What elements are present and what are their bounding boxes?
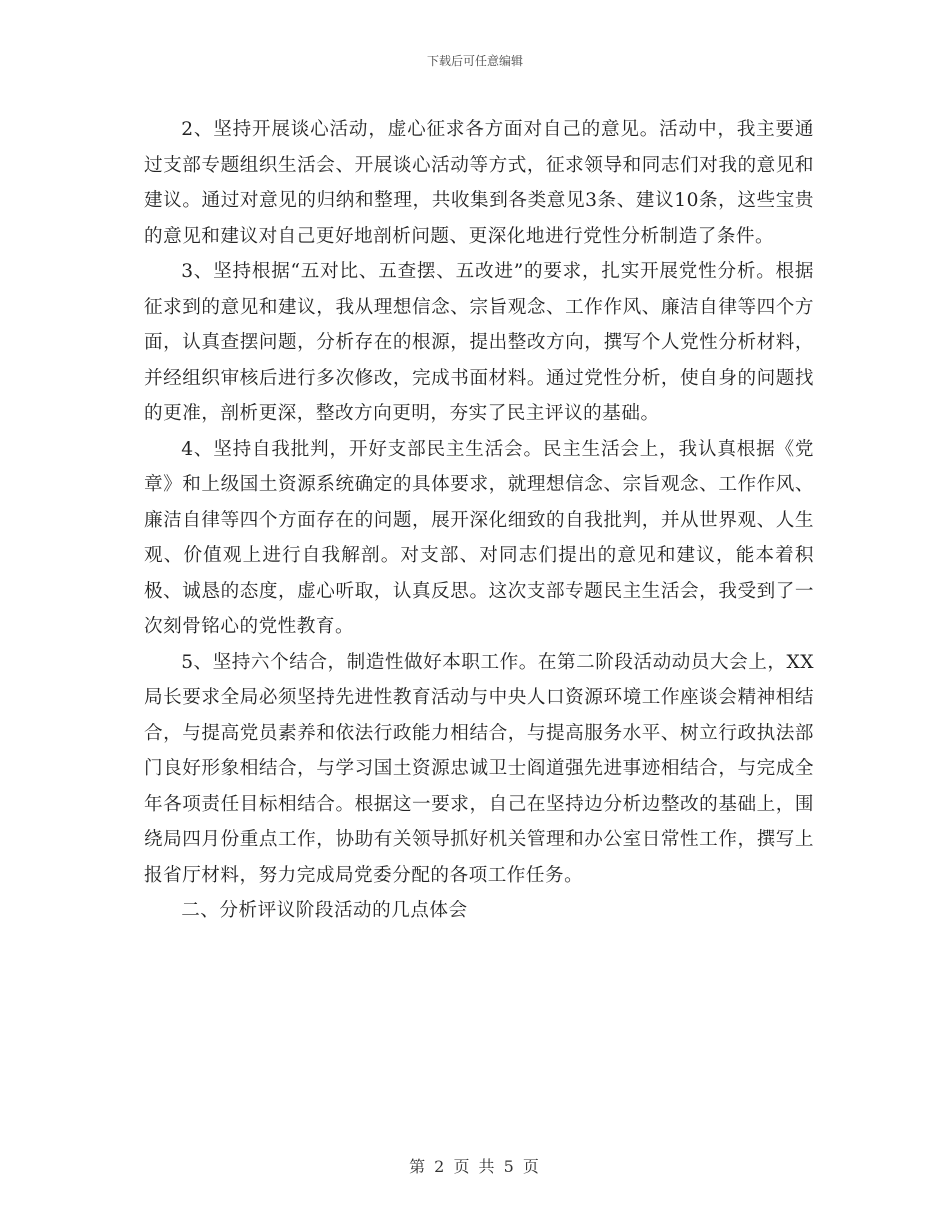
document-body: [144, 112, 814, 929]
paragraph-4: 4、坚持自我批判，开好支部民主生活会。民主生活会上，我认真根据《党章》和上级国土资源系统确定的具体要求，就理想信念、宗旨观念、工作作风、廉洁自律等四个方面存在的问题，展开深化细致的自我批判，并从世界观、人生观、价值观上进行自我解剖。对支部、对同志们提出的意见和建议，能本着积极、诚恳的态度，虚心听取，认真反思。这次支部专题民主生活会，我受到了一次刻骨铭心的党性教育。: [144, 438, 814, 637]
page-header: 下载后可任意编辑: [426, 54, 523, 68]
section-heading: 二、分析评议阶段活动的几点体会: [181, 900, 468, 921]
paragraph-2: 2、坚持开展谈心活动，虚心征求各方面对自己的意见。活动中，我主要通过支部专题组织生活会、开展谈心活动等方式，征求领导和同志们对我的意见和建议。通过对意见的归纳和整理，共收集到各类意见3条、建议10条，这些宝贵的意见和建议对自己更好地剖析问题、更深化地进行党性分析制造了条件。: [144, 119, 814, 247]
paragraph-3: 3、坚持根据“五对比、五查摆、五改进”的要求，扎实开展党性分析。根据征求到的意见和建议，我从理想信念、宗旨观念、工作作风、廉洁自律等四个方面，认真查摆问题，分析存在的根源，提出整改方向，撰写个人党性分析材料，并经组织审核后进行多次修改，完成书面材料。通过党性分析，使自身的问题找的更准，剖析更深，整改方向更明，夯实了民主评议的基础。: [144, 261, 814, 424]
paragraph-5: 5、坚持六个结合，制造性做好本职工作。在第二阶段活动动员大会上，XX局长要求全局必须坚持先进性教育活动与中央人口资源环境工作座谈会精神相结合，与提高党员素养和依法行政能力相结合，与提高服务水平、树立行政执法部门良好形象相结合，与学习国土资源忠诚卫士阎道强先进事迹相结合，与完成全年各项责任目标相结合。根据这一要求，自己在坚持边分析边整改的基础上，围绕局四月份重点工作，协助有关领导抓好机关管理和办公室日常性工作，撰写上报省厅材料，努力完成局党委分配的各项工作任务。: [144, 651, 814, 886]
page-number: 第 2 页 共 5 页: [409, 1157, 541, 1176]
